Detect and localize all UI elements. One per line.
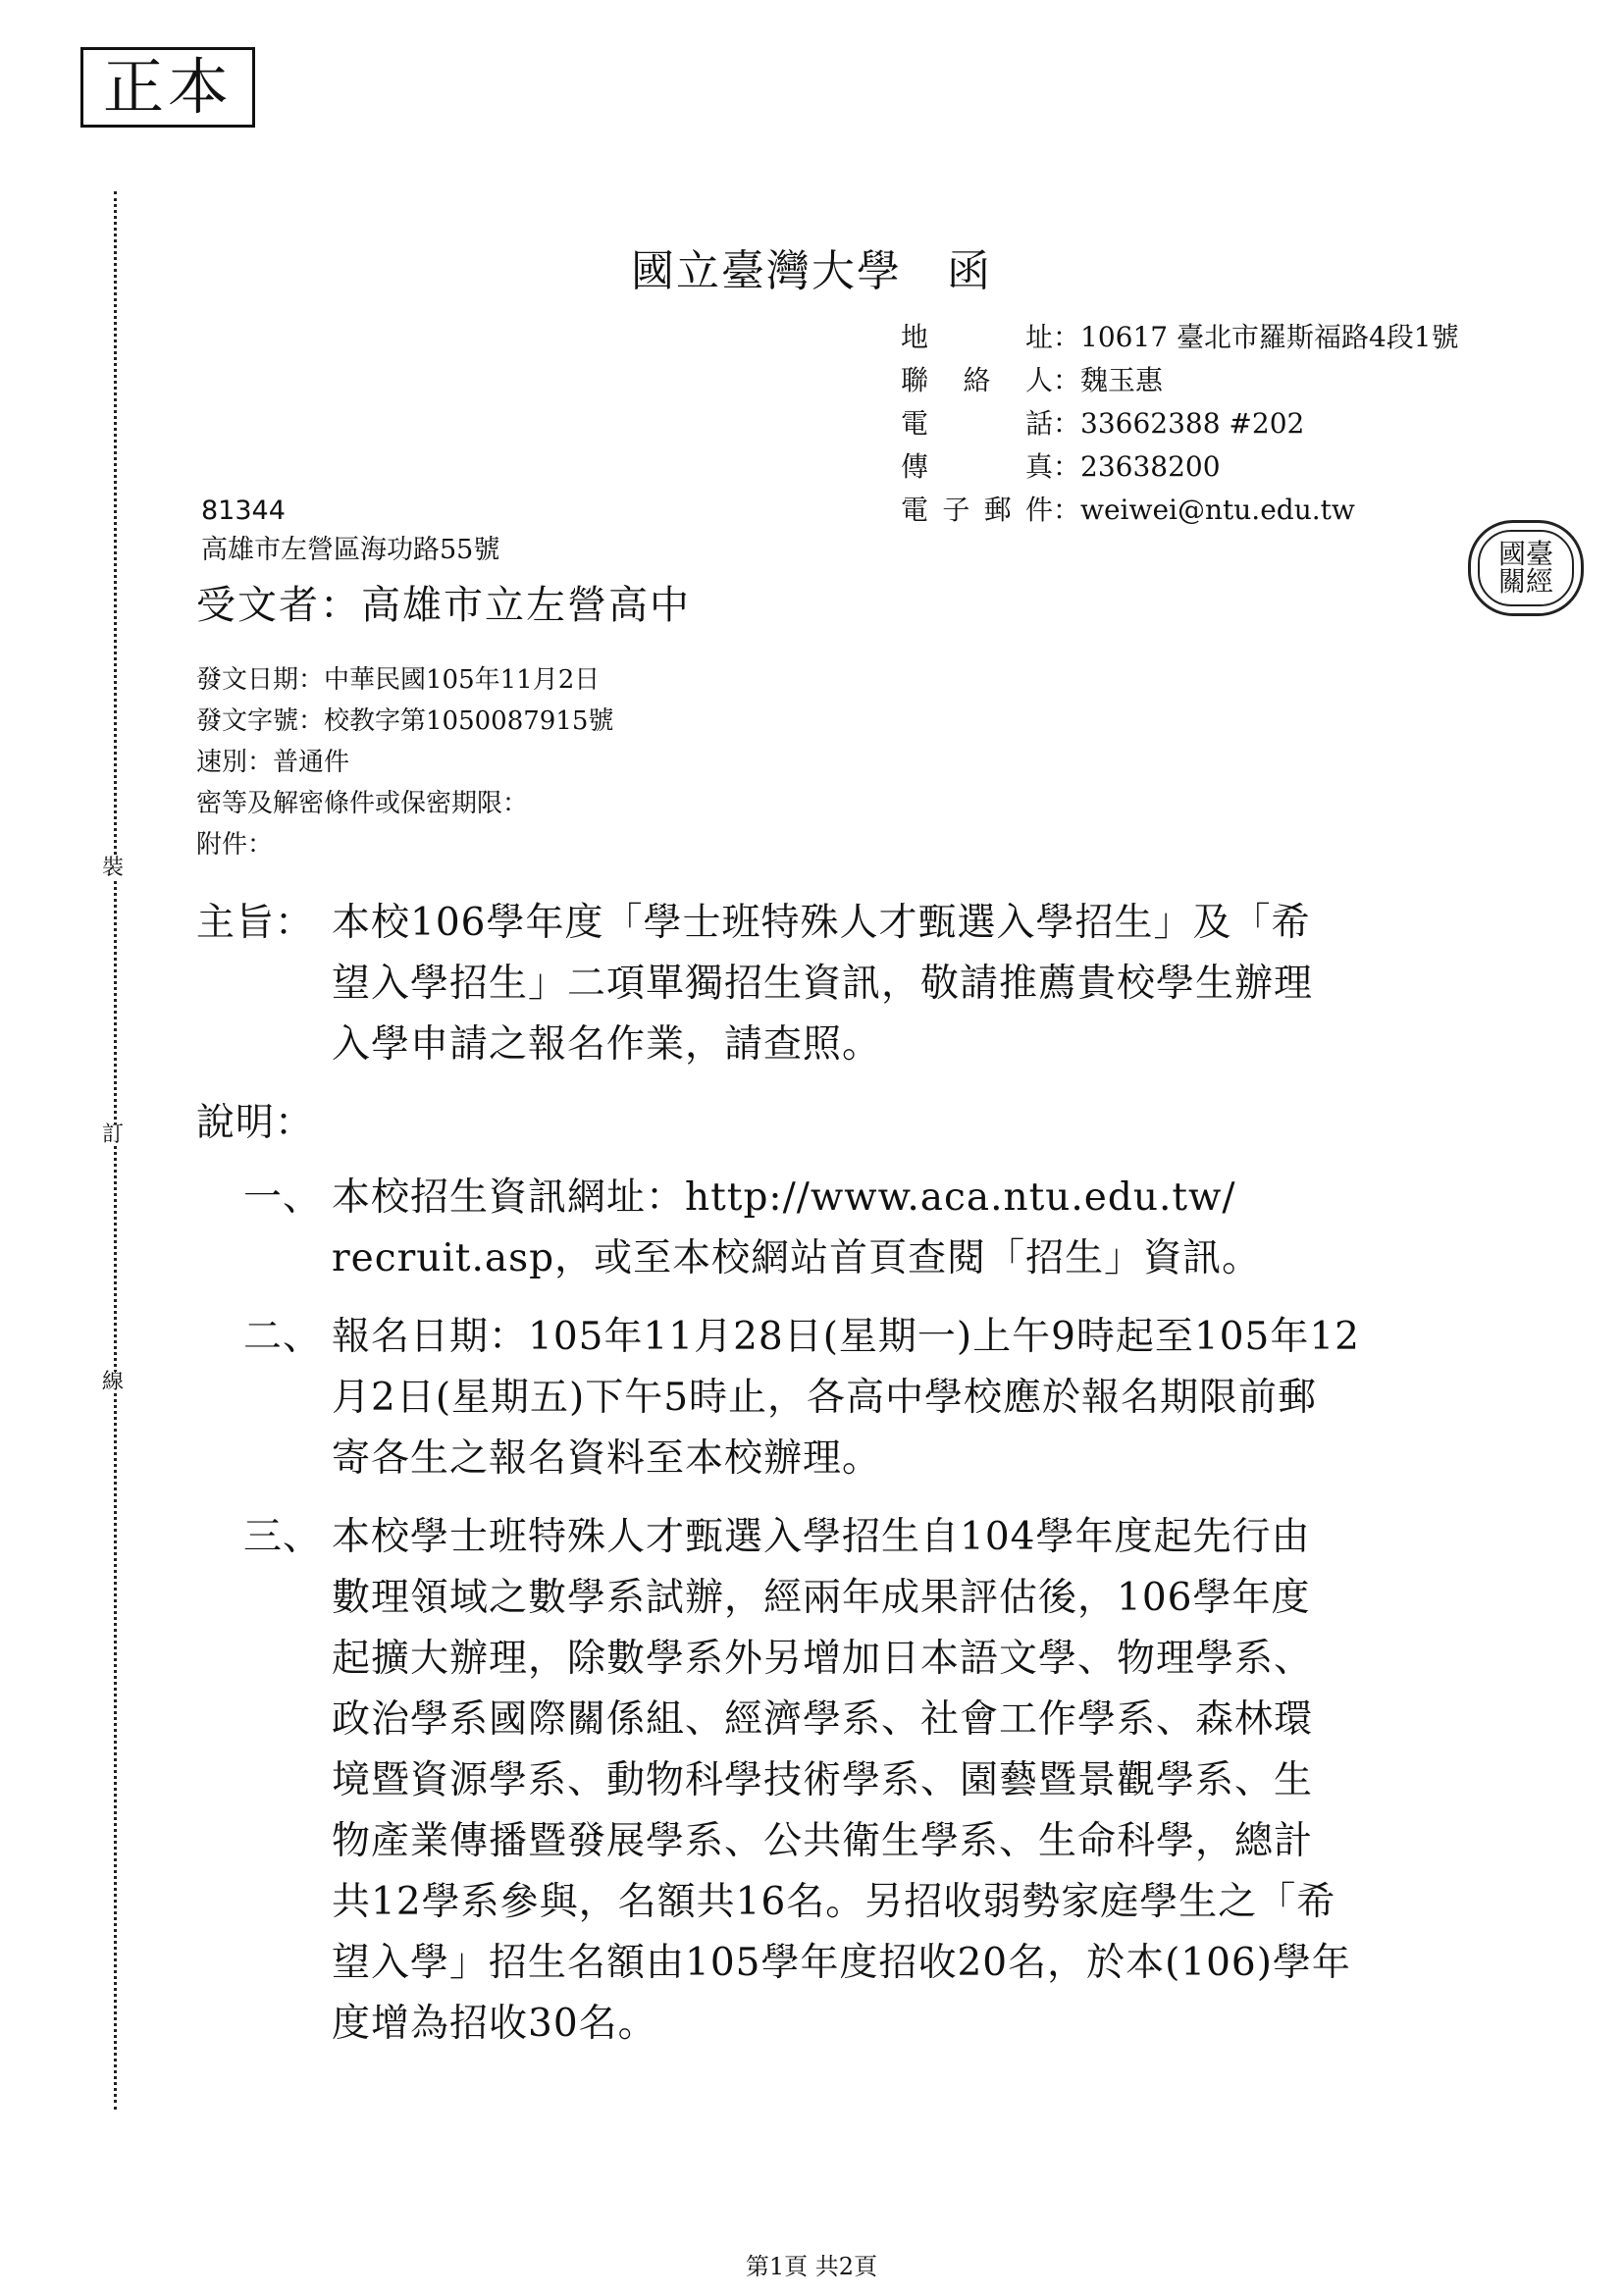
item-line: recruit.asp，或至本校網站首頁查閱「招生」資訊。 [332,1236,1262,1280]
seal-inner: 國臺 關經 [1478,530,1574,606]
item-line: 月2日(星期五)下午5時止，各高中學校應於報名期限前郵 [332,1376,1318,1420]
contact-address [901,321,1459,353]
item-line: 寄各生之報名資料至本校辦理。 [332,1436,882,1481]
postal-code: 81344 [201,496,286,526]
subject-line: 本校106學年度「學士班特殊人才甄選入學招生」及「希 [332,901,1311,945]
official-seal [1468,520,1584,616]
description-label: 說明： [196,1101,315,1145]
urgency: 速別：普通件 [196,748,350,777]
recipient-line: 受文者：高雄市立左營高中 [196,583,691,628]
issue-date: 發文日期：中華民國105年11月2日 [196,665,601,695]
contact-value: ：weiwei@ntu.edu.tw [1053,494,1355,526]
contact-email [901,496,1355,524]
contact-fax [901,450,1221,483]
contact-label: 聯絡人 [901,364,1053,396]
contact-label: 電話 [901,407,1053,440]
binding-mark-xian: 線 [102,1370,125,1394]
item-line: 本校學士班特殊人才甄選入學招生自104學年度起先行由 [332,1515,1311,1559]
document-title: 國立臺灣大學 函 [631,246,992,296]
item-line: 數理領域之數學系試辦，經兩年成果評估後，106學年度 [332,1576,1311,1620]
subject-line: 入學申請之報名作業，請查照。 [332,1022,882,1067]
item-line: 望入學」招生名額由105學年度招收20名，於本(106)學年 [332,1941,1351,1985]
contact-value: ：33662388 #202 [1053,407,1305,440]
item-line: 政治學系國際關係組、經濟學系、社會工作學系、森林環 [332,1697,1314,1742]
document-number: 發文字號：校教字第1050087915號 [196,706,614,736]
stamp-label: 正本 [102,51,233,123]
item-line: 起擴大辦理，除數學系外另增加日本語文學、物理學系、 [332,1637,1314,1681]
item-line: 報名日期：105年11月28日(星期一)上午9時起至105年12 [332,1315,1360,1359]
item-line: 共12學系參與，名額共16名。另招收弱勢家庭學生之「希 [332,1880,1336,1924]
recipient-address: 高雄市左營區海功路55號 [201,535,500,565]
contact-label: 傳真 [901,450,1053,483]
contact-phone [901,407,1305,440]
original-copy-stamp [80,47,255,128]
page-number: 第1頁 共2頁 [745,2253,878,2280]
contact-value: ：魏玉惠 [1053,364,1164,396]
binding-line [114,191,117,2110]
subject-label: 主旨： [196,901,315,945]
contact-label: 電子郵件 [901,494,1053,526]
item-line: 本校招生資訊網址：http://www.aca.ntu.edu.tw/ [332,1175,1236,1220]
subject-line: 望入學招生」二項單獨招生資訊，敬請推薦貴校學生辦理 [332,962,1314,1006]
item-line: 物產業傳播暨發展學系、公共衛生學系、生命科學，總計 [332,1819,1314,1863]
contact-value: ：23638200 [1053,450,1221,483]
item-line: 度增為招收30名。 [332,2002,657,2046]
attachments: 附件： [196,830,274,860]
item-line: 境暨資源學系、動物科學技術學系、園藝暨景觀學系、生 [332,1758,1314,1802]
classification: 密等及解密條件或保密期限： [196,789,529,818]
contact-person [901,364,1164,396]
contact-value: ：10617 臺北市羅斯福路4段1號 [1053,321,1459,353]
contact-label: 地址 [901,321,1053,353]
binding-mark-ding: 訂 [102,1122,125,1147]
binding-mark-zhuang: 裝 [102,856,125,880]
item-number: 一、 [243,1175,323,1220]
item-number: 三、 [243,1515,323,1559]
item-number: 二、 [243,1315,323,1359]
